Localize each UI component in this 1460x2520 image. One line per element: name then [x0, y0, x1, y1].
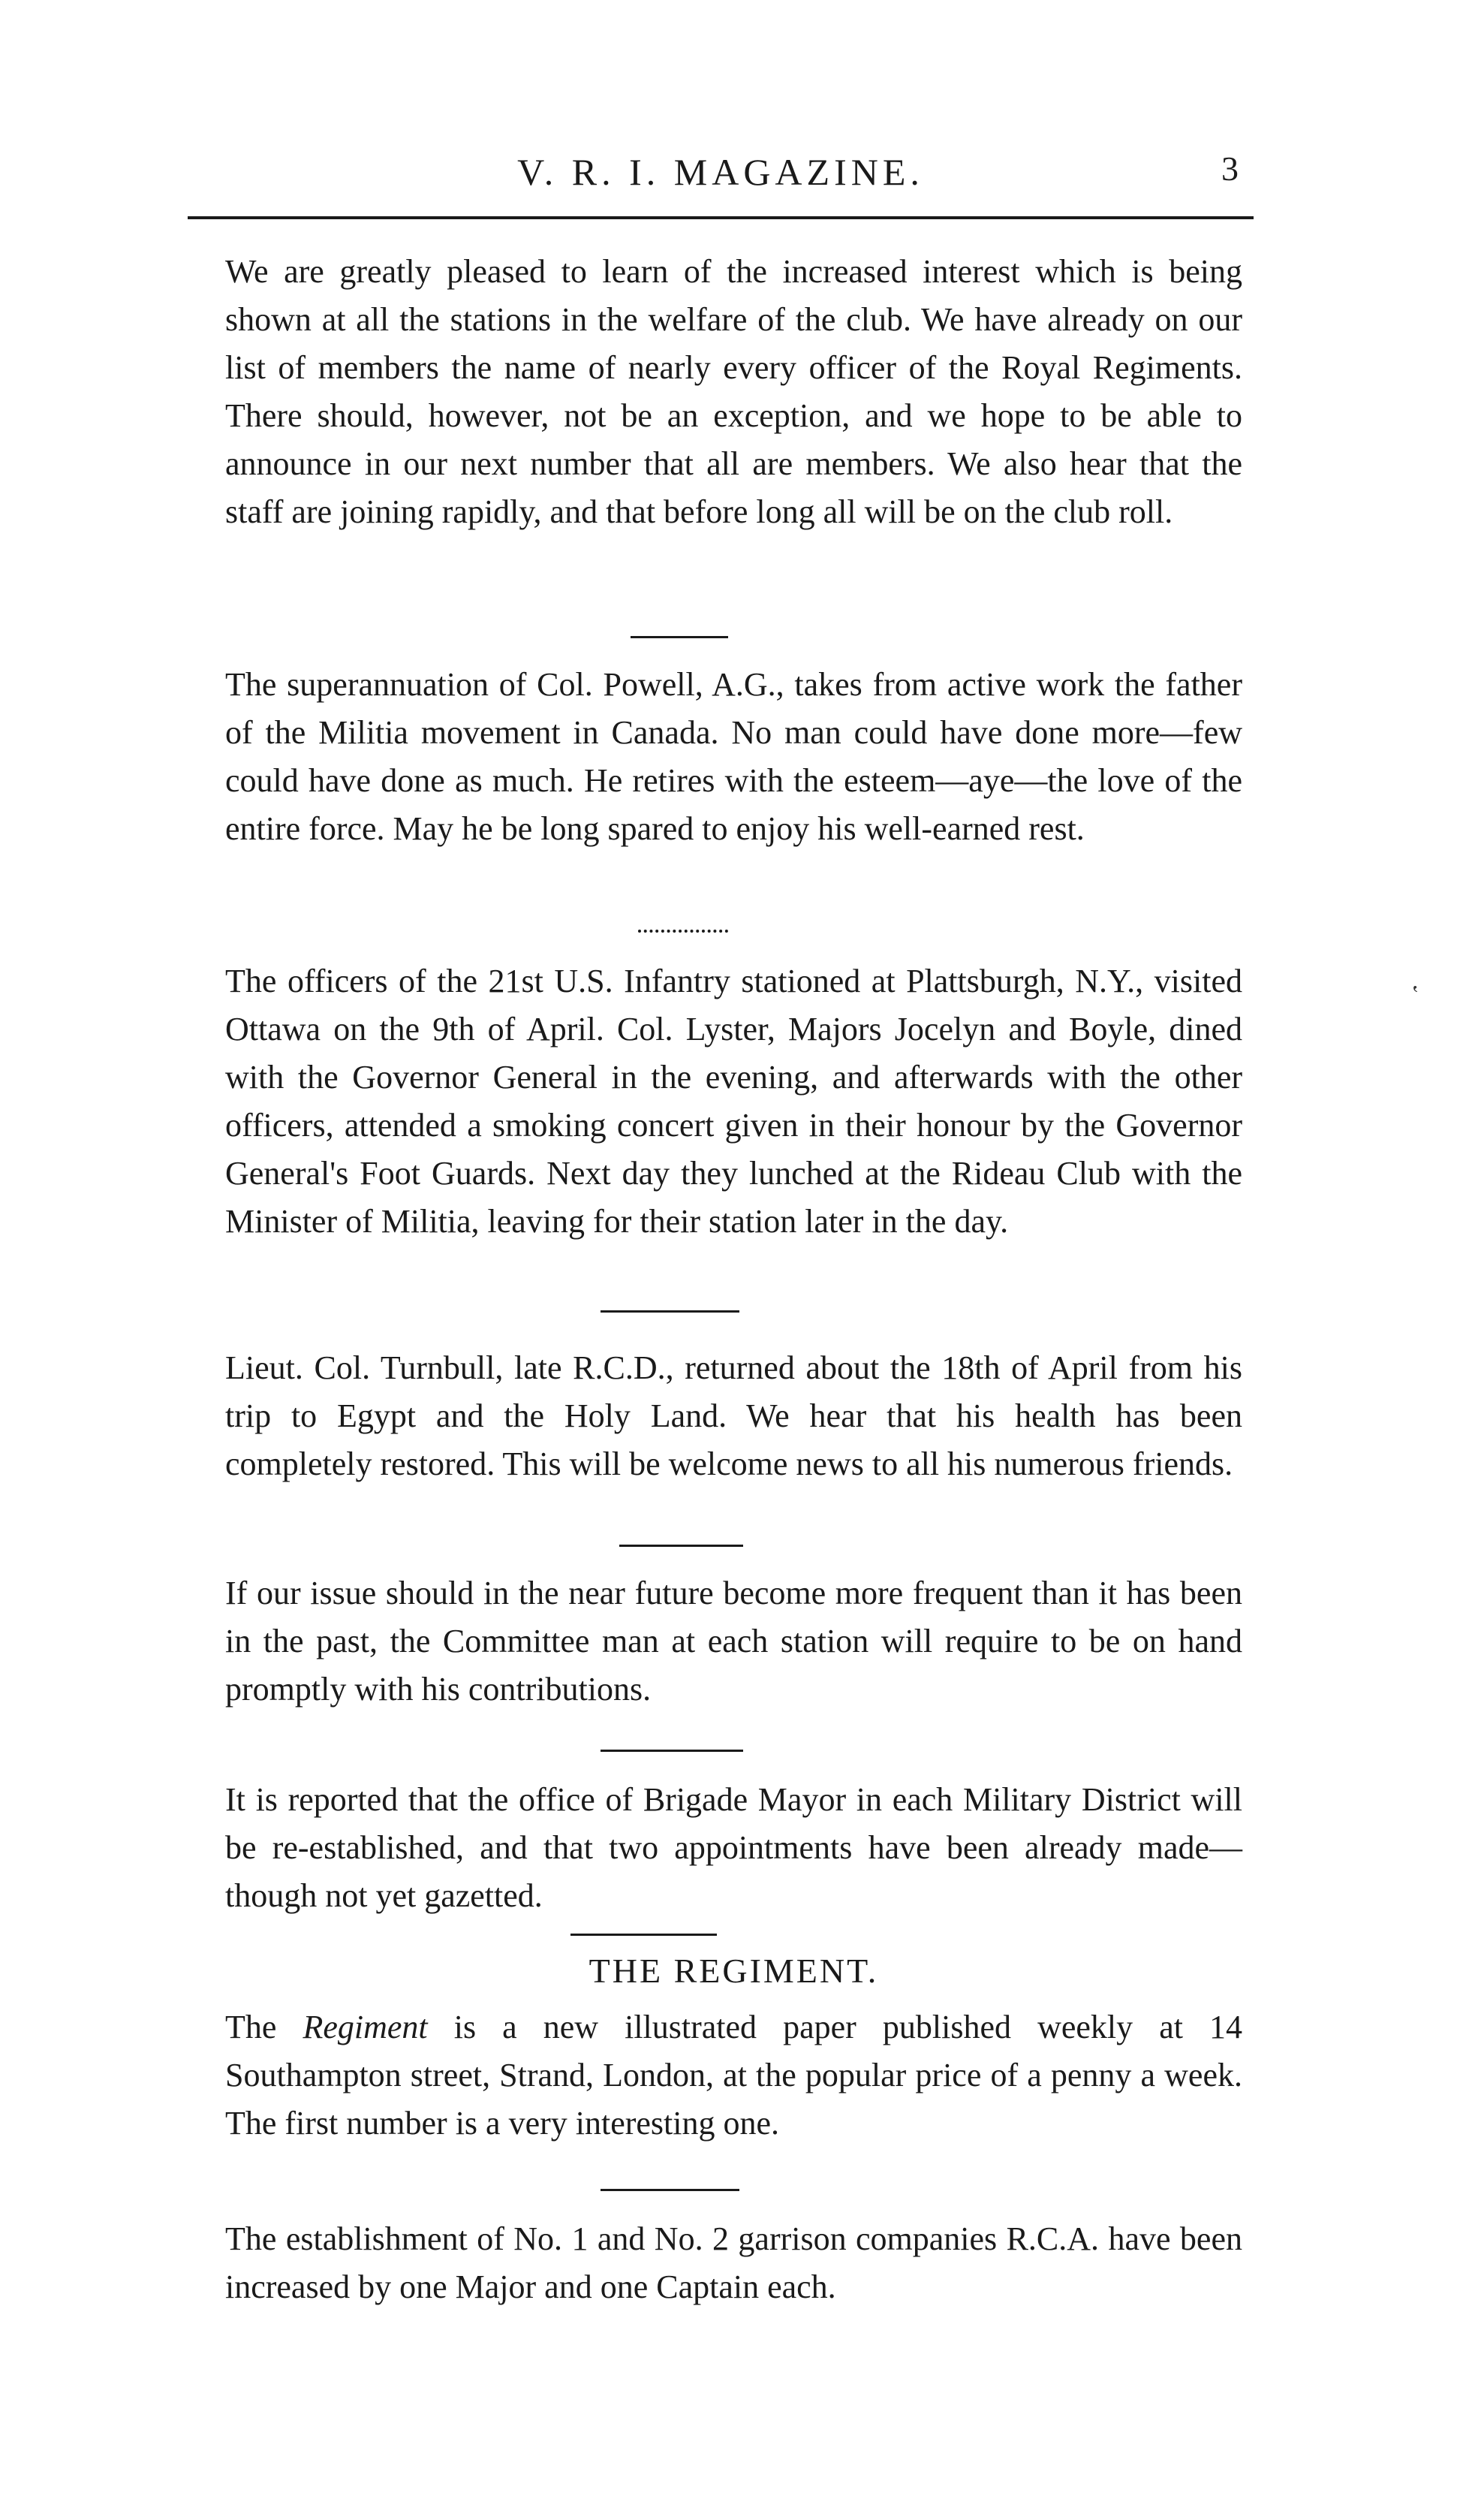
paragraph-garrison-companies: The establishment of No. 1 and No. 2 garrison companies R.C.A. have been increased by one Major and one Captain each.	[225, 2220, 1242, 2305]
regiment-text-before: The	[225, 2009, 303, 2045]
paragraph-us-infantry: The officers of the 21st U.S. Infantry stationed at Plattsburgh, N.Y., visited Ottawa on the 9th of April. Col. Lyster, Majors Jocelyn and Boyle, dined with the Governor General in the evening, and afterwards with the other officers, attended a smoking concert given in their honour by the Governor General's Foot Guards. Next day they lunched at the Rideau Club with the Minister of Militia, leaving for their station later in the day.	[225, 963, 1242, 1240]
regiment-italic-title: Regiment	[303, 2009, 428, 2045]
regiment-text-after: is a new illustrated paper published weekly at 14 Southampton street, Strand, London, at the popular price of a penny a week. The first number is a very interesting one.	[225, 2009, 1243, 2142]
section-divider	[601, 1750, 743, 1752]
section-divider	[570, 1934, 717, 1936]
page-header	[188, 141, 1254, 209]
section-heading-regiment: THE REGIMENT.	[589, 1952, 879, 1990]
margin-mark: ‛	[1411, 980, 1419, 1007]
page-number: 3	[1221, 149, 1239, 188]
paragraph-issue-frequency: If our issue should in the near future become more frequent than it has been in the past, the Committee man at each station will require to be on hand promptly with his contributions.	[225, 1575, 1242, 1708]
section-divider	[631, 636, 728, 638]
section-divider	[601, 1310, 739, 1313]
paragraph-regiment	[225, 2003, 1242, 2148]
header-rule	[188, 216, 1254, 219]
paragraph-lieut-col-turnbull: Lieut. Col. Turnbull, late R.C.D., returned about the 18th of April from his trip to Egypt and the Holy Land. We hear that his health has been completely restored. This will be welcome news to all his numerous friends.	[225, 1349, 1242, 1482]
paragraph-col-powell: The superannuation of Col. Powell, A.G., takes from active work the father of the Militia movement in Canada. No man could have done more—few could have done as much. He retires with the esteem—aye—the love of the entire force. May he be long spared to enjoy his well-earned rest.	[225, 666, 1242, 847]
section-divider	[638, 930, 728, 933]
paragraph-club-interest: We are greatly pleased to learn of the increased interest which is being shown at all the stations in the welfare of the club. We have already on our list of members the name of nearly every officer of the Royal Regiments. There should, however, not be an exception, and we hope to be able to announce in our next number that all are members. We also hear that the staff are joining rapidly, and that before long all will be on the club roll.	[225, 253, 1242, 530]
section-divider	[601, 2189, 739, 2191]
magazine-title: V. R. I. MAGAZINE.	[517, 151, 924, 193]
paragraph-brigade-mayor: It is reported that the office of Brigade Mayor in each Military District will be re-established, and that two appointments have been already made—though not yet gazetted.	[225, 1781, 1242, 1914]
section-divider	[619, 1545, 743, 1547]
